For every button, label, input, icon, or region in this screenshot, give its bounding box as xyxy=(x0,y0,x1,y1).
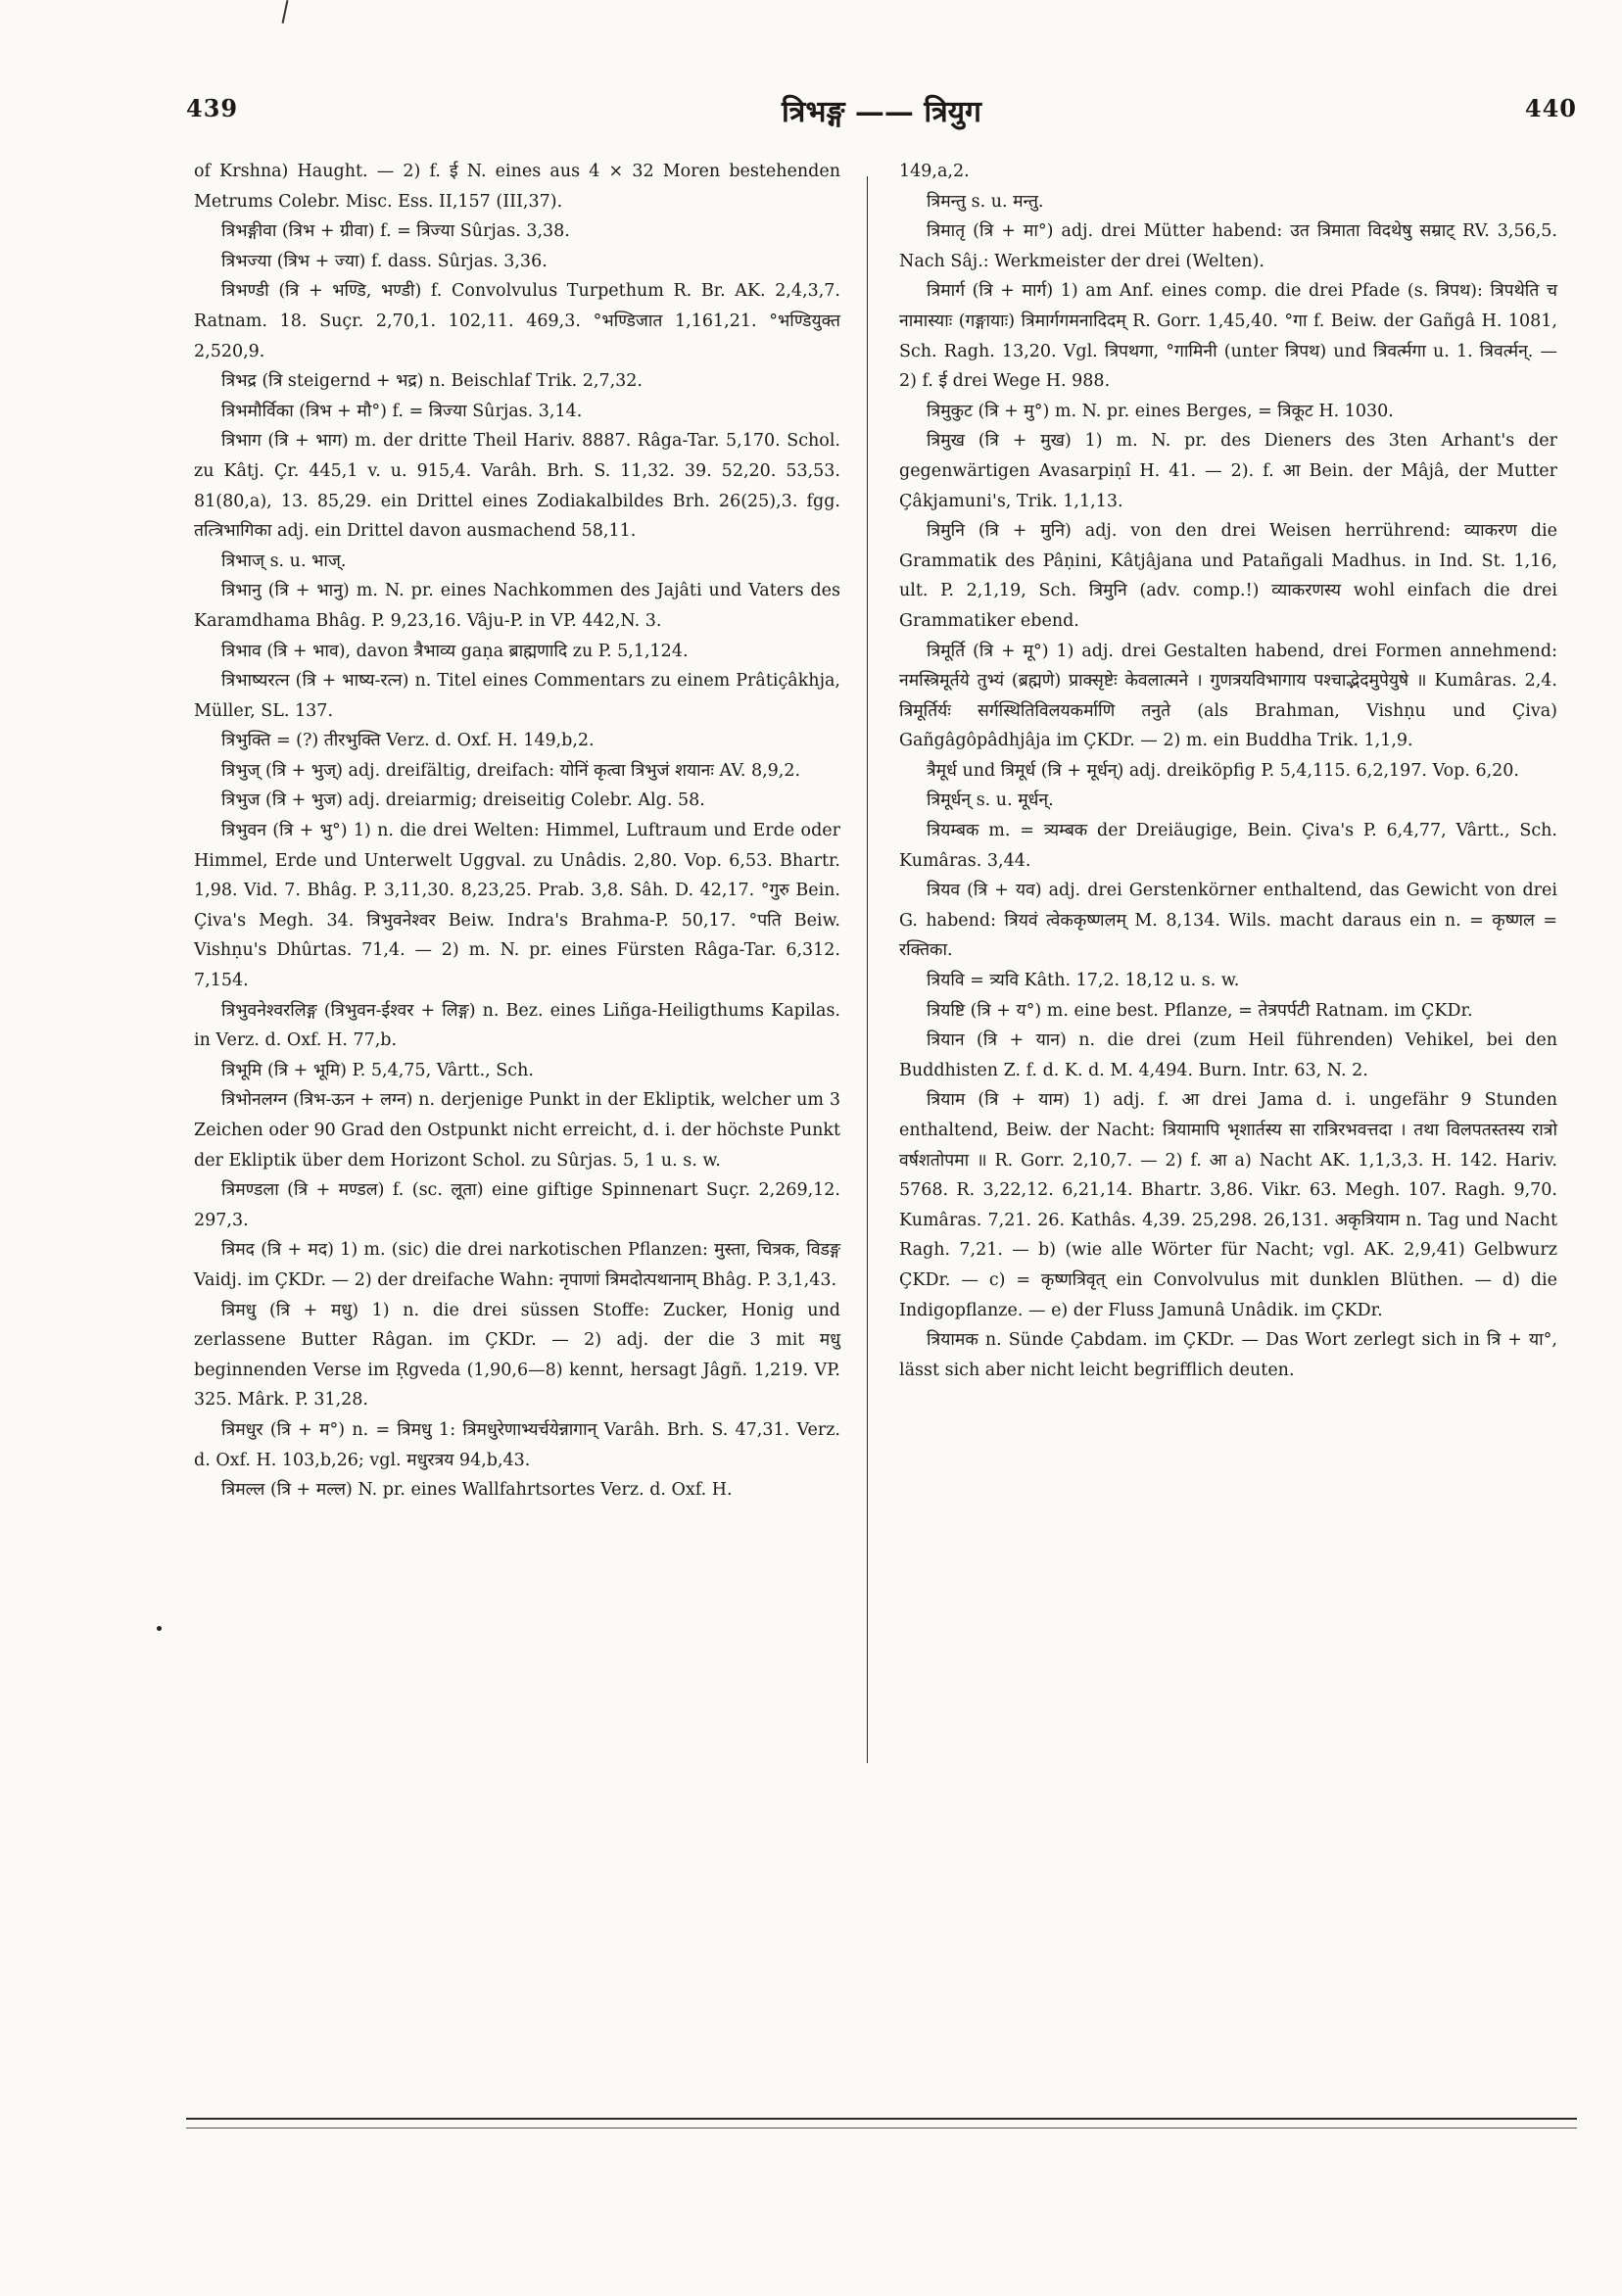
margin-dot xyxy=(157,1626,162,1631)
entry: त्रियव (त्रि + यव) adj. drei Gerstenkörner enthaltend, das Gewicht von drei G. habend: त्रियवं त्वेककृष्णलम् M. 8,134. Wils. macht daraus ein n. = कृष्णल = रक्तिका. xyxy=(899,881,1557,961)
entry: त्रिभोनलग्न (त्रिभ-ऊन + लग्न) n. derjenige Punkt in der Ekliptik, welcher um 3 Zeichen oder 90 Grad den Ostpunkt nicht erreicht, d. i. der höchste Punkt der Ekliptik über dem Horizont Schol. zu Sûrjas. 5, 1 u. s. w. xyxy=(194,1090,840,1171)
entry: of Krshna) Haught. — 2) f. ई N. eines aus 4 × 32 Moren bestehenden Metrums Colebr. Misc. Ess. II,157 (III,37). xyxy=(194,162,840,212)
entry: त्रिभुज (त्रि + भुज) adj. dreiarmig; dreiseitig Colebr. Alg. 58. xyxy=(221,790,705,811)
column-divider xyxy=(867,176,868,1763)
entry: त्रिभाग (त्रि + भाग) m. der dritte Theil Hariv. 8887. Râga-Tar. 5,170. Schol. zu Kâtj. Çr. 445,1 v. u. 915,4. Varâh. Brh. S. 11,32. 39. 52,20. 53,53. 81(80,a), 13. 85,29. ein Drittel eines Zodiakalbildes Brh. 26(25),3. fgg. तत्त्रिभागिका adj. ein Drittel davon ausmachend 58,11. xyxy=(194,431,840,542)
entry: त्रिभण्डी (त्रि + भण्डि, भण्डी) f. Convolvulus Turpethum R. Br. AK. 2,4,3,7. Ratnam. 18. Suçr. 2,70,1. 102,11. 469,3. °भण्डिजात 1,161,21. °भण्डियुक्त 2,520,9. xyxy=(194,281,840,361)
footer-rule-thin xyxy=(186,2128,1577,2129)
footer-rule xyxy=(186,2118,1577,2120)
stray-pencil-mark xyxy=(282,0,289,24)
entry: त्रिभाव (त्रि + भाव), davon त्रैभाव्य gaṇa ब्राह्मणादि zu P. 5,1,124. xyxy=(221,641,689,661)
entry: त्रिभुवनेश्वरलिङ्ग (त्रिभुवन-ईश्वर + लिङ्ग) n. Bez. eines Liñga-Heiligthums Kapilas. in Verz. d. Oxf. H. 77,b. xyxy=(194,1000,840,1051)
page-number-left: 439 xyxy=(186,94,239,122)
entry: त्रिभद्र (त्रि steigernd + भद्र) n. Beischlaf Trik. 2,7,32. xyxy=(221,371,643,392)
entry: त्रिमुकुट (त्रि + मु°) m. N. pr. eines Berges, = त्रिकूट H. 1030. xyxy=(927,401,1394,421)
entry: त्रिमार्ग (त्रि + मार्ग) 1) am Anf. eines comp. die drei Pfade (s. त्रिपथ): त्रिपथेति च नामास्याः (गङ्गायाः) त्रिमार्गगमनादिदम् R. Gorr. 1,45,40. °गा f. Beiw. der Gañgâ H. 1081, Sch. Ragh. 13,20. Vgl. त्रिपथगा, °गामिनी (unter त्रिपथ) und त्रिवर्त्मगा u. 1. त्रिवर्त्मन्. — 2) f. ई drei Wege H. 988. xyxy=(899,281,1557,392)
page-header xyxy=(186,94,1577,133)
entry: त्रिमन्तु s. u. मन्तु. xyxy=(927,191,1044,212)
entry: त्रियवि = त्र्यवि Kâth. 17,2. 18,12 u. s. w. xyxy=(927,971,1240,991)
entry: त्रिमधु (त्रि + मधु) 1) n. die drei süssen Stoffe: Zucker, Honig und zerlassene Butter Râgan. im ÇKDr. — 2) adj. der die 3 mit मधु beginnenden Verse im Ṛgveda (1,90,6—8) kennt, hersagt Jâgñ. 1,219. VP. 325. Mârk. P. 31,28. xyxy=(194,1300,840,1411)
running-head: त्रिभङ्ग —— त्रियुग xyxy=(782,95,981,129)
entry: त्रिमुनि (त्रि + मुनि) adj. von den drei Weisen herrührend: व्याकरण die Grammatik des Pâṇini, Kâtjâjana und Patañgali Madhus. in Ind. St. 1,16, ult. P. 2,1,19, Sch. त्रिमुनि (adv. comp.!) व्याकरणस्य wohl einfach die drei Grammatiker ebend. xyxy=(899,521,1557,631)
entry: त्रियम्बक m. = त्र्यम्बक der Dreiäugige, Bein. Çiva's P. 6,4,77, Vârtt., Sch. Kumâras. 3,44. xyxy=(899,821,1557,871)
entry: त्रिभमौर्विका (त्रिभ + मौ°) f. = त्रिज्या Sûrjas. 3,14. xyxy=(221,401,583,421)
right-column xyxy=(899,157,1557,1385)
entry: त्रिभुक्ति = (?) तीरभुक्ति Verz. d. Oxf. H. 149,b,2. xyxy=(221,731,595,751)
entry: त्रिमुख (त्रि + मुख) 1) m. N. pr. des Dieners des 3ten Arhant's der gegenwärtigen Avasarpiṇî H. 41. — 2). f. आ Bein. der Mâjâ, der Mutter Çâkjamuni's, Trik. 1,1,13. xyxy=(899,431,1557,511)
entry: त्रिमद (त्रि + मद) 1) m. (sic) die drei narkotischen Pflanzen: मुस्ता, चित्रक, विडङ्ग Vaidj. im ÇKDr. — 2) der dreifache Wahn: नृपाणां त्रिमदोत्पथानाम् Bhâg. P. 3,1,43. xyxy=(194,1240,840,1290)
entry: त्रिमातृ (त्रि + मा°) adj. drei Mütter habend: उत त्रिमाता विदथेषु सम्राट् RV. 3,56,5. Nach Sâj.: Werkmeister der drei (Welten). xyxy=(899,221,1557,271)
entry: त्रैमूर्ध und त्रिमूर्ध (त्रि + मूर्धन्) adj. dreiköpfig P. 5,4,115. 6,2,197. Vop. 6,20. xyxy=(927,760,1519,781)
entry: त्रियामक n. Sünde Çabdam. im ÇKDr. — Das Wort zerlegt sich in त्रि + या°, lässt sich aber nicht leicht begrifflich deuten. xyxy=(899,1330,1557,1380)
entry: त्रिमण्डला (त्रि + मण्डल) f. (sc. लूता) eine giftige Spinnenart Suçr. 2,269,12. 297,3. xyxy=(194,1180,840,1230)
entry: त्रिमूर्ति (त्रि + मू°) 1) adj. drei Gestalten habend, drei Formen annehmend: नमस्त्रिमूर्तये तुभ्यं (ब्रह्मणे) प्राक्सृष्टेः केवलात्मने । गुणत्रयविभागाय पश्चाद्भेदमुपेयुषे ॥ Kumâras. 2,4. त्रिमूर्तिर्यः सर्गस्थितिविलयकर्माणि तनुते (als Brahman, Vishṇu und Çiva) Gañgâgôpâdhjâja im ÇKDr. — 2) m. ein Buddha Trik. 1,1,9. xyxy=(899,641,1557,751)
entry: त्रिभुवन (त्रि + भु°) 1) n. die drei Welten: Himmel, Luftraum und Erde oder Himmel, Erde und Unterwelt Uggval. zu Unâdis. 2,80. Vop. 6,53. Bhartr. 1,98. Vid. 7. Bhâg. P. 3,11,30. 8,23,25. Prab. 3,8. Sâh. D. 42,17. °गुरु Bein. Çiva's Megh. 34. त्रिभुवनेश्वर Beiw. Indra's Brahma-P. 50,17. °पति Beiw. Vishṇu's Dhûrtas. 71,4. — 2) m. N. pr. eines Fürsten Râga-Tar. 6,312. 7,154. xyxy=(194,821,840,991)
page-number-right: 440 xyxy=(1524,94,1577,122)
entry: त्रिमल्ल (त्रि + मल्ल) N. pr. eines Wallfahrtsortes Verz. d. Oxf. H. xyxy=(221,1480,733,1501)
entry: 149,a,2. xyxy=(899,162,970,181)
entry: त्रिभङ्गीवा (त्रिभ + ग्रीवा) f. = त्रिज्या Sûrjas. 3,38. xyxy=(221,221,570,242)
entry: त्रियष्टि (त्रि + य°) m. eine best. Pflanze, = तेत्रपर्पटी Ratnam. im ÇKDr. xyxy=(927,1000,1473,1021)
entry: त्रिभुज् (त्रि + भुज्) adj. dreifältig, dreifach: योनिं कृत्वा त्रिभुजं शयानः AV. 8,9,2. xyxy=(221,760,801,781)
entry: त्रिभूमि (त्रि + भूमि) P. 5,4,75, Vârtt., Sch. xyxy=(221,1060,534,1080)
entry: त्रियान (त्रि + यान) n. die drei (zum Heil führenden) Vehikel, bei den Buddhisten Z. f. d. K. d. M. 4,494. Burn. Intr. 63, N. 2. xyxy=(899,1030,1557,1080)
entry: त्रिमधुर (त्रि + म°) n. = त्रिमधु 1: त्रिमधुरेणाभ्यर्चयेन्नागान् Varâh. Brh. S. 47,31. Verz. d. Oxf. H. 103,b,26; vgl. मधुरत्रय 94,b,43. xyxy=(194,1419,840,1470)
entry: त्रिभानु (त्रि + भानु) m. N. pr. eines Nachkommen des Jajâti und Vaters des Karamdhama Bhâg. P. 9,23,16. Vâju-P. in VP. 442,N. 3. xyxy=(194,581,840,631)
entry: त्रियाम (त्रि + याम) 1) adj. f. आ drei Jama d. i. ungefähr 9 Stunden enthaltend, Beiw. der Nacht: त्रियामापि भृशार्तस्य सा रात्रिरभवत्तदा । तथा विलपतस्तस्य रात्रो वर्षशतोपमा ॥ R. Gorr. 2,10,7. — 2) f. आ a) Nacht AK. 1,1,3,3. H. 142. Hariv. 5768. R. 3,22,12. 6,21,14. Bhartr. 3,86. Vikr. 63. Megh. 107. Ragh. 9,70. Kumâras. 7,21. 26. Kathâs. 4,39. 25,298. 26,131. अकृत्रियाम n. Tag und Nacht Ragh. 7,21. — b) (wie alle Wörter für Nacht; vgl. AK. 2,9,41) Gelbwurz ÇKDr. — c) = कृष्णत्रिवृत् ein Convolvulus mit dunklen Blüthen. — d) die Indigopflanze. — e) der Fluss Jamunâ Unâdik. im ÇKDr. xyxy=(899,1090,1557,1320)
entry: त्रिभाष्यरत्न (त्रि + भाष्य-रत्न) n. Titel eines Commentars zu einem Prâtiçâkhja, Müller, SL. 137. xyxy=(194,671,840,721)
entry: त्रिभज्या (त्रिभ + ज्या) f. dass. Sûrjas. 3,36. xyxy=(221,251,548,271)
entry: त्रिभाज् s. u. भाज्. xyxy=(221,550,347,571)
left-column xyxy=(194,157,840,1506)
entry: त्रिमूर्धन् s. u. मूर्धन्. xyxy=(927,790,1054,811)
